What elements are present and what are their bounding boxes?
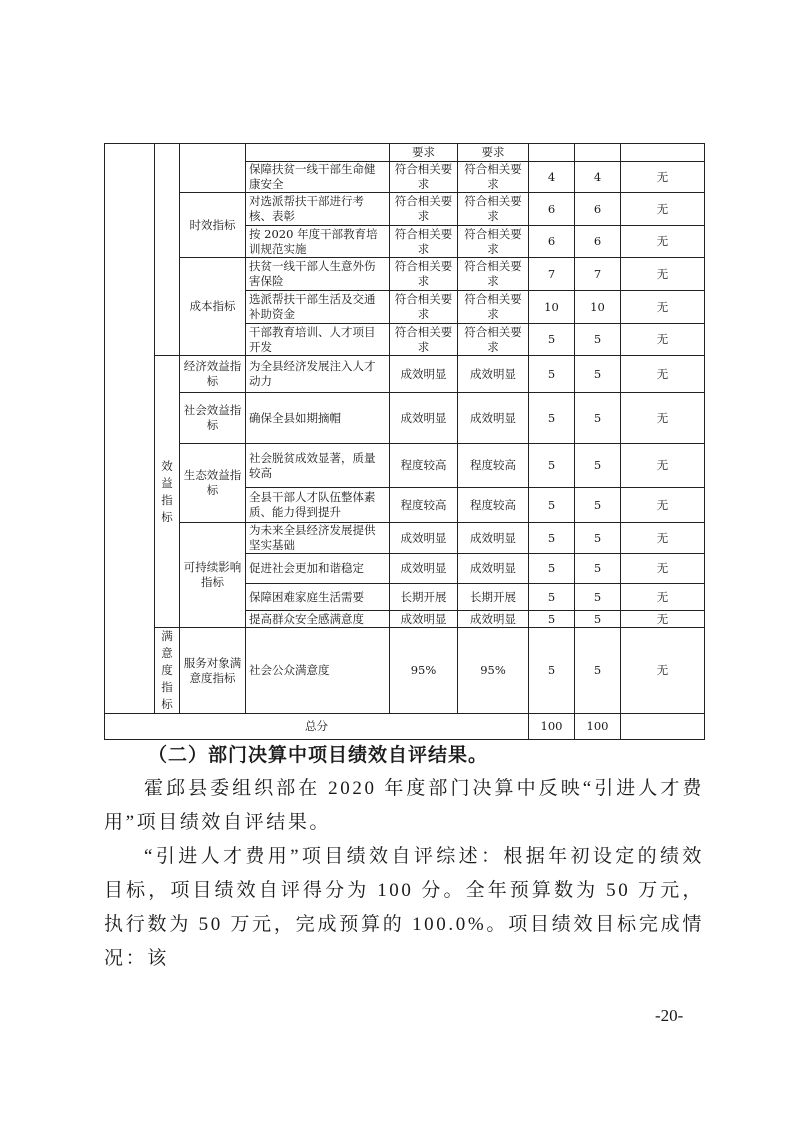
weight-cell: 5 bbox=[529, 488, 575, 523]
note-cell: 无 bbox=[621, 628, 705, 714]
primary-benefit-cell bbox=[155, 356, 180, 628]
score-cell: 5 bbox=[575, 584, 621, 611]
total-row bbox=[105, 714, 705, 740]
target-cell: 要求 bbox=[390, 144, 458, 162]
total-label: 总分 bbox=[105, 714, 529, 740]
actual-cell: 程度较高 bbox=[458, 488, 529, 523]
section-heading: （二）部门决算中项目绩效自评结果。 bbox=[148, 744, 489, 766]
actual-cell: 要求 bbox=[458, 144, 529, 162]
weight-cell: 6 bbox=[529, 193, 575, 226]
secondary-cell: 生态效益指标 bbox=[180, 444, 246, 523]
target-cell: 符合相关要求 bbox=[390, 162, 458, 193]
total-score: 100 bbox=[575, 714, 621, 740]
secondary-cell: 时效指标 bbox=[180, 193, 246, 258]
actual-cell: 成效明显 bbox=[458, 523, 529, 554]
indicator-cell: 社会公众满意度 bbox=[246, 628, 390, 714]
table-row bbox=[105, 393, 705, 444]
note-cell: 无 bbox=[621, 584, 705, 611]
table-row bbox=[105, 356, 705, 393]
note-cell: 无 bbox=[621, 356, 705, 393]
score-cell: 6 bbox=[575, 193, 621, 226]
output-category-cell bbox=[155, 144, 180, 356]
table-row bbox=[105, 444, 705, 488]
note-cell: 无 bbox=[621, 324, 705, 356]
indicator-cell: 社会脱贫成效显著，质量较高 bbox=[246, 444, 390, 488]
score-cell: 5 bbox=[575, 444, 621, 488]
actual-cell: 符合相关要求 bbox=[458, 162, 529, 193]
actual-cell: 成效明显 bbox=[458, 356, 529, 393]
indicator-cell: 干部教育培训、人才项目开发 bbox=[246, 324, 390, 356]
indicator-cell: 对选派帮扶干部进行考核、表彰 bbox=[246, 193, 390, 226]
indicator-cell: 扶贫一线干部人生意外伤害保险 bbox=[246, 258, 390, 291]
actual-cell: 长期开展 bbox=[458, 584, 529, 611]
table-row bbox=[105, 193, 705, 226]
target-cell: 符合相关要求 bbox=[390, 324, 458, 356]
target-cell: 符合相关要求 bbox=[390, 258, 458, 291]
indicator-cell: 按 2020 年度干部教育培训规范实施 bbox=[246, 226, 390, 258]
score-cell: 4 bbox=[575, 162, 621, 193]
indicator-cell: 确保全县如期摘帽 bbox=[246, 393, 390, 444]
note-cell: 无 bbox=[621, 554, 705, 584]
weight-cell: 5 bbox=[529, 393, 575, 444]
primary-satisfaction-cell bbox=[155, 628, 180, 714]
actual-cell: 符合相关要求 bbox=[458, 291, 529, 324]
indicator-cell: 全县干部人才队伍整体素质、能力得到提升 bbox=[246, 488, 390, 523]
target-cell: 成效明显 bbox=[390, 356, 458, 393]
weight-cell: 10 bbox=[529, 291, 575, 324]
target-cell: 符合相关要求 bbox=[390, 226, 458, 258]
secondary-cell: 经济效益指标 bbox=[180, 356, 246, 393]
score-cell: 10 bbox=[575, 291, 621, 324]
target-cell: 程度较高 bbox=[390, 488, 458, 523]
primary-category-cell bbox=[105, 144, 155, 714]
weight-cell: 5 bbox=[529, 356, 575, 393]
actual-cell: 成效明显 bbox=[458, 393, 529, 444]
score-cell: 6 bbox=[575, 226, 621, 258]
weight-cell: 5 bbox=[529, 611, 575, 628]
indicator-cell: 提高群众安全感满意度 bbox=[246, 611, 390, 628]
indicator-cell bbox=[246, 144, 390, 162]
benefit-label: 效益指标 bbox=[161, 458, 173, 524]
satisfaction-label: 满意度指标 bbox=[161, 629, 173, 711]
actual-cell: 符合相关要求 bbox=[458, 324, 529, 356]
note-cell: 无 bbox=[621, 258, 705, 291]
indicator-cell: 为全县经济发展注入人才动力 bbox=[246, 356, 390, 393]
target-cell: 95% bbox=[390, 628, 458, 714]
weight-cell: 5 bbox=[529, 584, 575, 611]
note-cell: 无 bbox=[621, 291, 705, 324]
page-number: -20- bbox=[655, 1006, 684, 1025]
table-row bbox=[105, 258, 705, 291]
score-cell: 5 bbox=[575, 554, 621, 584]
secondary-cell: 服务对象满意度指标 bbox=[180, 628, 246, 714]
weight-cell: 5 bbox=[529, 444, 575, 488]
target-cell: 成效明显 bbox=[390, 523, 458, 554]
score-cell: 5 bbox=[575, 488, 621, 523]
target-cell: 程度较高 bbox=[390, 444, 458, 488]
paragraph: 霍邱县委组织部在 2020 年度部门决算中反映“引进人才费用”项目绩效自评结果。 bbox=[104, 778, 704, 833]
performance-table bbox=[104, 143, 705, 740]
indicator-cell: 选派帮扶干部生活及交通补助资金 bbox=[246, 291, 390, 324]
weight-cell: 5 bbox=[529, 554, 575, 584]
actual-cell: 成效明显 bbox=[458, 554, 529, 584]
target-cell: 成效明显 bbox=[390, 554, 458, 584]
weight-cell: 4 bbox=[529, 162, 575, 193]
total-weight: 100 bbox=[529, 714, 575, 740]
actual-cell: 成效明显 bbox=[458, 611, 529, 628]
actual-cell: 符合相关要求 bbox=[458, 258, 529, 291]
secondary-cell bbox=[180, 144, 246, 193]
target-cell: 成效明显 bbox=[390, 611, 458, 628]
note-cell: 无 bbox=[621, 444, 705, 488]
note-cell: 无 bbox=[621, 162, 705, 193]
secondary-cell: 社会效益指标 bbox=[180, 393, 246, 444]
note-cell: 无 bbox=[621, 193, 705, 226]
indicator-cell: 保障扶贫一线干部生命健康安全 bbox=[246, 162, 390, 193]
indicator-cell: 为未来全县经济发展提供坚实基础 bbox=[246, 523, 390, 554]
indicator-cell: 保障困难家庭生活需要 bbox=[246, 584, 390, 611]
score-cell: 7 bbox=[575, 258, 621, 291]
weight-cell: 7 bbox=[529, 258, 575, 291]
note-cell: 无 bbox=[621, 488, 705, 523]
score-cell: 5 bbox=[575, 611, 621, 628]
score-cell: 5 bbox=[575, 356, 621, 393]
secondary-cell: 可持续影响指标 bbox=[180, 523, 246, 628]
score-cell: 5 bbox=[575, 393, 621, 444]
score-cell: 5 bbox=[575, 523, 621, 554]
actual-cell: 符合相关要求 bbox=[458, 193, 529, 226]
weight-cell: 5 bbox=[529, 523, 575, 554]
weight-cell: 6 bbox=[529, 226, 575, 258]
score-cell: 5 bbox=[575, 628, 621, 714]
table-row bbox=[105, 628, 705, 714]
note-cell: 无 bbox=[621, 611, 705, 628]
indicator-cell: 促进社会更加和谐稳定 bbox=[246, 554, 390, 584]
paragraph: “引进人才费用”项目绩效自评综述：根据年初设定的绩效目标，项目绩效自评得分为 100 分。全年预算数为 50 万元，执行数为 50 万元，完成预算的 100.0%。项目绩效目标完成情况：该 bbox=[104, 846, 704, 969]
weight-cell: 5 bbox=[529, 628, 575, 714]
target-cell: 成效明显 bbox=[390, 393, 458, 444]
total-note bbox=[621, 714, 705, 740]
table-row bbox=[105, 144, 705, 162]
score-cell: 5 bbox=[575, 324, 621, 356]
note-cell bbox=[621, 144, 705, 162]
actual-cell: 程度较高 bbox=[458, 444, 529, 488]
note-cell: 无 bbox=[621, 226, 705, 258]
table-row bbox=[105, 523, 705, 554]
target-cell: 符合相关要求 bbox=[390, 193, 458, 226]
note-cell: 无 bbox=[621, 523, 705, 554]
target-cell: 符合相关要求 bbox=[390, 291, 458, 324]
score-cell bbox=[575, 144, 621, 162]
note-cell: 无 bbox=[621, 393, 705, 444]
actual-cell: 符合相关要求 bbox=[458, 226, 529, 258]
target-cell: 长期开展 bbox=[390, 584, 458, 611]
weight-cell: 5 bbox=[529, 324, 575, 356]
weight-cell bbox=[529, 144, 575, 162]
actual-cell: 95% bbox=[458, 628, 529, 714]
secondary-cell: 成本指标 bbox=[180, 258, 246, 356]
